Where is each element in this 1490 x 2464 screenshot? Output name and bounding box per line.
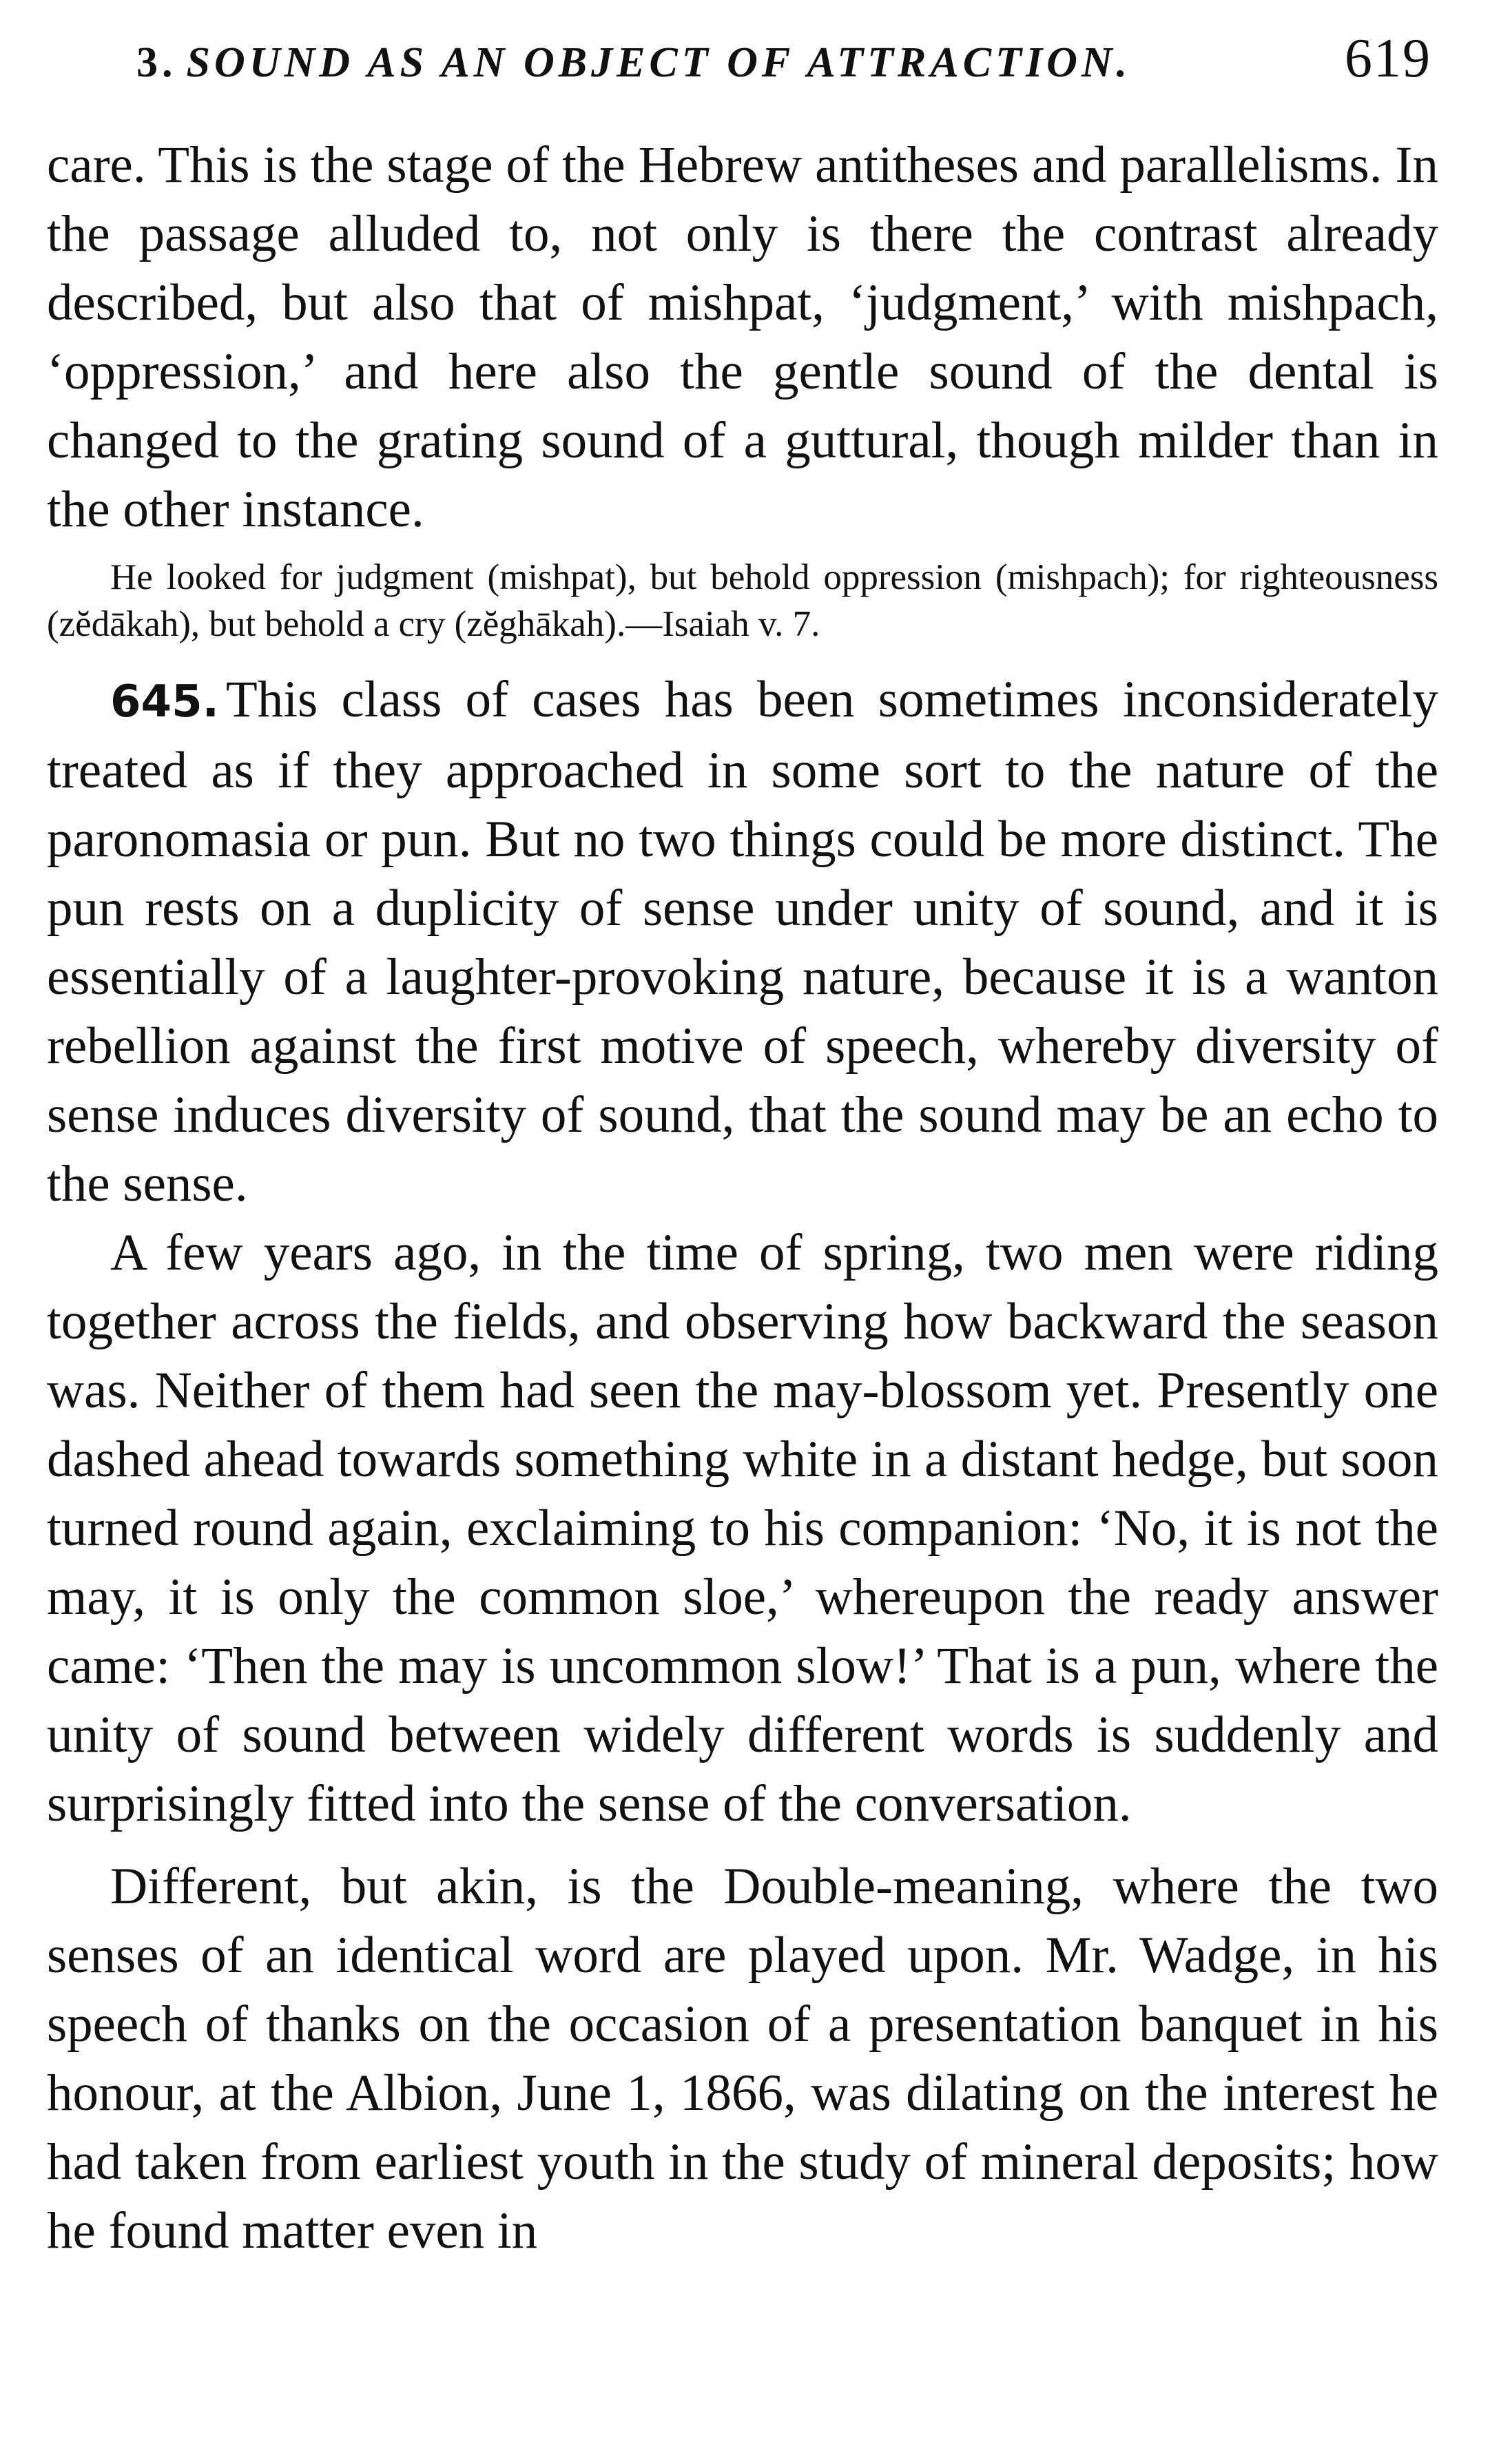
paragraph-double-meaning: Different, but akin, is the Double-meaning, where the two senses of an identical word are played upon. Mr. Wadge, in his speech of thanks on the occasion of a presentation banquet in his honour, at the Albion, June 1, 1866, was dilating on the interest he had taken from earliest youth in the study of mineral deposits; how he found matter even in [47, 1858, 1438, 2259]
paragraph-645 [47, 665, 1438, 1219]
paragraph-continuation: care. This is the stage of the Hebrew antitheses and parallelisms. In the passage alluded to, not only is there the contrast already described, but also that of mishpat, ‘judgment,’ with mishpach, ‘oppression,’ and here also the gentle sound of the dental is changed to the grating sound of a guttural, though milder than in the other instance. [47, 136, 1438, 538]
running-head [47, 28, 1438, 131]
paragraph-645-text: This class of cases has been sometimes inconsiderately treated as if they approached in some sort to the nature of the paronomasia or pun. But no two things could be more distinct. The pun rests on a duplicity of sense under unity of sound, and it is essentially of a laughter-provoking nature, because it is a wanton rebellion against the first motive of speech, whereby diversity of sense induces diversity of sound, that the sound may be an echo to the sense. [47, 671, 1438, 1212]
paragraph-number: 645. [110, 676, 219, 727]
section-number: 3. [136, 39, 177, 86]
block-quote-isaiah: He looked for judgment (mishpat), but behold oppression (mishpach); for righteousness (zĕdākah), but behold a cry (zĕghākah).—Isaiah v. 7. [47, 557, 1438, 644]
page-number: 619 [1345, 28, 1431, 89]
book-page [47, 28, 1438, 2266]
paragraph-pun-anecdote: A few years ago, in the time of spring, two men were riding together across the fields, and observing how backward the season was. Neither of them had seen the may-blossom yet. Presently one dashed ahead towards something white in a distant hedge, but soon turned round again, exclaiming to his companion: ‘No, it is not the may, it is only the common sloe,’ whereupon the ready answer came: ‘Then the may is uncommon slow!’ That is a pun, where the unity of sound between widely different words is suddenly and surprisingly fitted into the sense of the conversation. [47, 1224, 1438, 1832]
chapter-title-text: SOUND AS AN OBJECT OF ATTRACTION. [186, 39, 1132, 86]
chapter-title [136, 39, 1131, 87]
